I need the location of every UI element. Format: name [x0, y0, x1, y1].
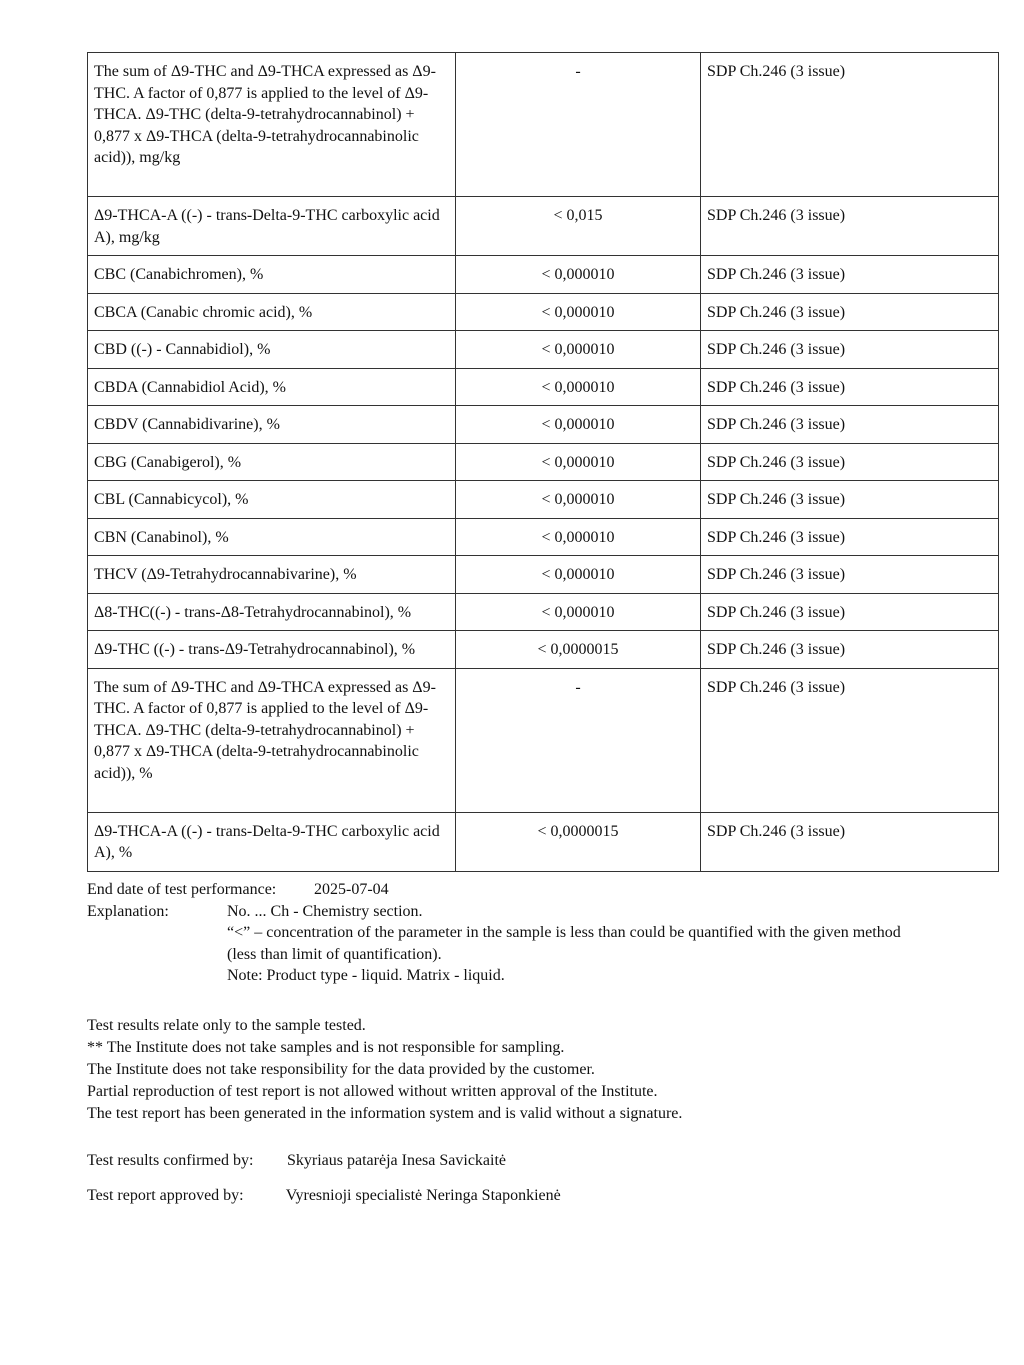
result-cell: < 0,000010	[456, 556, 701, 594]
result-cell: < 0,0000015	[456, 812, 701, 871]
table-row	[88, 593, 999, 631]
table-row	[88, 293, 999, 331]
result-cell: < 0,000010	[456, 518, 701, 556]
parameter-cell: CBDA (Cannabidiol Acid), %	[88, 368, 456, 406]
explanation-line: No. ... Ch - Chemistry section.	[227, 902, 423, 920]
parameter-cell: Δ9-THC ((-) - trans-Δ9-Tetrahydrocannabinol), %	[88, 631, 456, 669]
result-cell: < 0,000010	[456, 331, 701, 369]
explanation-line: “<” – concentration of the parameter in the sample is less than could be quantified with the given method	[227, 924, 901, 941]
method-cell: SDP Ch.246 (3 issue)	[701, 293, 999, 331]
parameter-cell: CBDV (Cannabidivarine), %	[88, 406, 456, 444]
method-cell: SDP Ch.246 (3 issue)	[701, 443, 999, 481]
parameter-cell: CBCA (Canabic chromic acid), %	[88, 293, 456, 331]
result-cell: < 0,000010	[456, 293, 701, 331]
parameter-cell: Δ8-THC((-) - trans-Δ8-Tetrahydrocannabinol), %	[88, 593, 456, 631]
parameter-cell: The sum of Δ9-THC and Δ9-THCA expressed as Δ9-THC. A factor of 0,877 is applied to the level of Δ9-THCA. Δ9-THC (delta-9-tetrahydrocannabinol) + 0,877 x Δ9-THCA (delta-9-tetrahydrocannabinolic acid)), %	[88, 668, 456, 812]
result-cell: < 0,000010	[456, 256, 701, 294]
end-date-label: End date of test performance:	[87, 881, 277, 898]
method-cell: SDP Ch.246 (3 issue)	[701, 812, 999, 871]
method-cell: SDP Ch.246 (3 issue)	[701, 368, 999, 406]
result-cell: -	[456, 668, 701, 812]
table-row	[88, 406, 999, 444]
parameter-cell: Δ9-THCA-A ((-) - trans-Delta-9-THC carboxylic acid A), mg/kg	[88, 197, 456, 256]
note-line: The test report has been generated in the information system and is valid without a signature.	[87, 1105, 683, 1122]
result-cell: < 0,015	[456, 197, 701, 256]
confirmed-by	[87, 1152, 506, 1170]
note-line: The Institute does not take responsibility for the data provided by the customer.	[87, 1061, 595, 1078]
table-row	[88, 556, 999, 594]
approved-by-name: Vyresnioji specialistė Neringa Staponkienė	[285, 1187, 561, 1204]
approved-by	[87, 1187, 561, 1205]
table-row	[88, 668, 999, 812]
note-line: Test results relate only to the sample tested.	[87, 1017, 366, 1034]
table-row	[88, 518, 999, 556]
result-cell: < 0,000010	[456, 481, 701, 519]
result-cell: -	[456, 53, 701, 197]
parameter-cell: THCV (Δ9-Tetrahydrocannabivarine), %	[88, 556, 456, 594]
parameter-cell: CBN (Canabinol), %	[88, 518, 456, 556]
table-row	[88, 443, 999, 481]
test-info	[87, 879, 987, 987]
method-cell: SDP Ch.246 (3 issue)	[701, 256, 999, 294]
confirmed-by-name: Skyriaus patarėja Inesa Savickaitė	[287, 1152, 507, 1169]
method-cell: SDP Ch.246 (3 issue)	[701, 331, 999, 369]
method-cell: SDP Ch.246 (3 issue)	[701, 631, 999, 669]
disclaimer-notes	[87, 1015, 682, 1125]
table-row	[88, 631, 999, 669]
end-date-value: 2025-07-04	[314, 881, 389, 898]
parameter-cell: CBC (Canabichromen), %	[88, 256, 456, 294]
explanation-row	[87, 901, 987, 987]
approved-by-label: Test report approved by:	[87, 1187, 244, 1204]
confirmed-by-label: Test results confirmed by:	[87, 1152, 254, 1169]
method-cell: SDP Ch.246 (3 issue)	[701, 556, 999, 594]
table-row	[88, 368, 999, 406]
parameter-cell: The sum of Δ9-THC and Δ9-THCA expressed as Δ9-THC. A factor of 0,877 is applied to the level of Δ9-THCA. Δ9-THC (delta-9-tetrahydrocannabinol) + 0,877 x Δ9-THCA (delta-9-tetrahydrocannabinolic acid)), mg/kg	[88, 53, 456, 197]
explanation-text	[227, 901, 901, 987]
result-cell: < 0,000010	[456, 406, 701, 444]
method-cell: SDP Ch.246 (3 issue)	[701, 53, 999, 197]
result-cell: < 0,000010	[456, 593, 701, 631]
table-row	[88, 331, 999, 369]
parameter-cell: Δ9-THCA-A ((-) - trans-Delta-9-THC carboxylic acid A), %	[88, 812, 456, 871]
explanation-label: Explanation:	[87, 902, 169, 920]
explanation-line: Note: Product type - liquid. Matrix - liquid.	[227, 967, 505, 984]
table-row	[88, 53, 999, 197]
table-row	[88, 812, 999, 871]
method-cell: SDP Ch.246 (3 issue)	[701, 593, 999, 631]
parameter-cell: CBL (Cannabicycol), %	[88, 481, 456, 519]
parameter-cell: CBG (Canabigerol), %	[88, 443, 456, 481]
method-cell: SDP Ch.246 (3 issue)	[701, 197, 999, 256]
result-cell: < 0,0000015	[456, 631, 701, 669]
method-cell: SDP Ch.246 (3 issue)	[701, 406, 999, 444]
table-row	[88, 256, 999, 294]
method-cell: SDP Ch.246 (3 issue)	[701, 518, 999, 556]
parameter-cell: CBD ((-) - Cannabidiol), %	[88, 331, 456, 369]
table-row	[88, 197, 999, 256]
result-cell: < 0,000010	[456, 368, 701, 406]
method-cell: SDP Ch.246 (3 issue)	[701, 668, 999, 812]
results-table	[87, 52, 999, 872]
note-line: Partial reproduction of test report is not allowed without written approval of the Institute.	[87, 1083, 658, 1100]
end-date-row	[87, 879, 987, 901]
method-cell: SDP Ch.246 (3 issue)	[701, 481, 999, 519]
note-line: ** The Institute does not take samples and is not responsible for sampling.	[87, 1039, 565, 1056]
result-cell: < 0,000010	[456, 443, 701, 481]
explanation-line: (less than limit of quantification).	[227, 945, 442, 963]
table-row	[88, 481, 999, 519]
